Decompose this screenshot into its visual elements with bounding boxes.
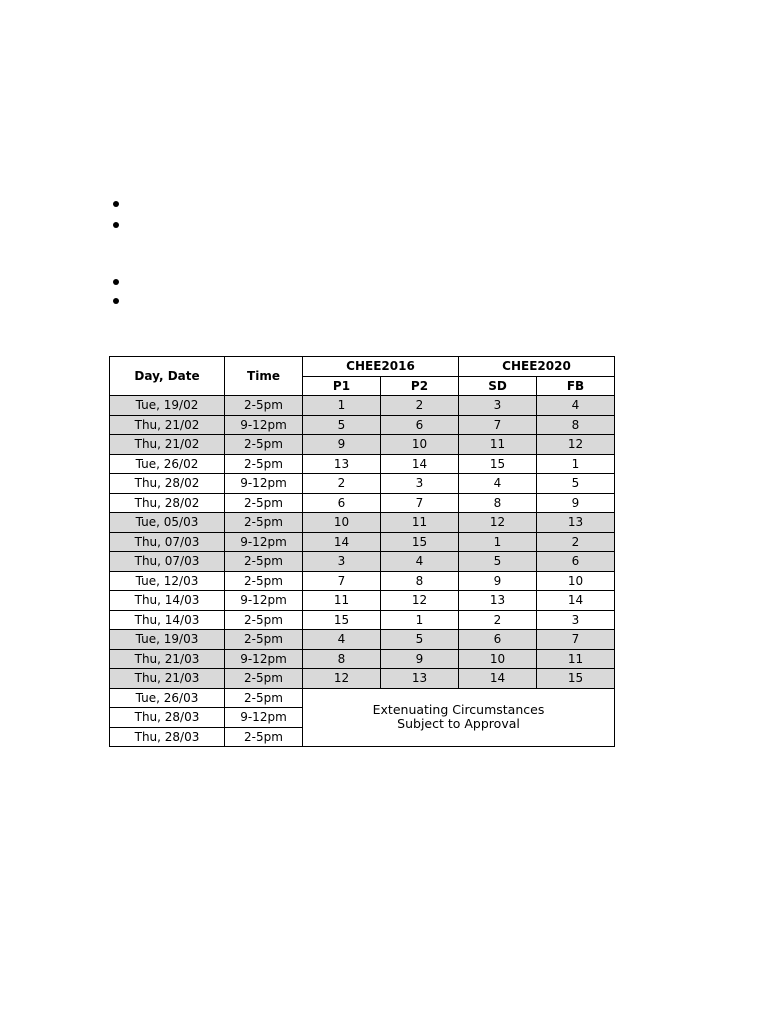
cell-time: 9-12pm — [225, 708, 303, 728]
bullet-marker — [113, 298, 119, 304]
cell-time: 2-5pm — [225, 493, 303, 513]
cell-day-date: Tue, 26/03 — [110, 688, 225, 708]
cell-p1: 2 — [303, 474, 381, 494]
cell-day-date: Thu, 07/03 — [110, 532, 225, 552]
cell-p1: 14 — [303, 532, 381, 552]
cell-time: 2-5pm — [225, 571, 303, 591]
cell-fb: 8 — [537, 415, 615, 435]
table-row — [110, 474, 615, 494]
cell-time: 2-5pm — [225, 630, 303, 650]
cell-p2: 15 — [381, 532, 459, 552]
cell-sd: 10 — [459, 649, 537, 669]
cell-time: 9-12pm — [225, 591, 303, 611]
bullet-marker — [113, 201, 119, 207]
table-row — [110, 630, 615, 650]
cell-time: 2-5pm — [225, 688, 303, 708]
cell-fb: 13 — [537, 513, 615, 533]
cell-p1: 13 — [303, 454, 381, 474]
cell-time: 9-12pm — [225, 415, 303, 435]
cell-p2: 9 — [381, 649, 459, 669]
cell-fb: 10 — [537, 571, 615, 591]
cell-time: 2-5pm — [225, 669, 303, 689]
cell-fb: 14 — [537, 591, 615, 611]
table-row — [110, 532, 615, 552]
cell-sd: 11 — [459, 435, 537, 455]
cell-p2: 14 — [381, 454, 459, 474]
cell-fb: 9 — [537, 493, 615, 513]
cell-p1: 15 — [303, 610, 381, 630]
cell-time: 2-5pm — [225, 513, 303, 533]
cell-p2: 7 — [381, 493, 459, 513]
cell-sd: 13 — [459, 591, 537, 611]
cell-p1: 7 — [303, 571, 381, 591]
table-row — [110, 493, 615, 513]
cell-p2: 8 — [381, 571, 459, 591]
schedule-table — [109, 356, 615, 747]
table-row — [110, 415, 615, 435]
cell-p1: 5 — [303, 415, 381, 435]
table-row — [110, 571, 615, 591]
cell-p2: 3 — [381, 474, 459, 494]
table-row — [110, 552, 615, 572]
cell-day-date: Tue, 19/03 — [110, 630, 225, 650]
header-sd: SD — [459, 376, 537, 396]
cell-sd: 9 — [459, 571, 537, 591]
cell-p1: 3 — [303, 552, 381, 572]
cell-p1: 4 — [303, 630, 381, 650]
cell-sd: 15 — [459, 454, 537, 474]
cell-day-date: Tue, 19/02 — [110, 396, 225, 416]
cell-sd: 7 — [459, 415, 537, 435]
cell-fb: 11 — [537, 649, 615, 669]
table-row — [110, 669, 615, 689]
cell-day-date: Tue, 05/03 — [110, 513, 225, 533]
cell-fb: 4 — [537, 396, 615, 416]
cell-sd: 6 — [459, 630, 537, 650]
cell-p2: 13 — [381, 669, 459, 689]
cell-p1: 1 — [303, 396, 381, 416]
note-line-2: Subject to Approval — [397, 716, 520, 732]
cell-sd: 12 — [459, 513, 537, 533]
cell-p1: 10 — [303, 513, 381, 533]
cell-p1: 6 — [303, 493, 381, 513]
cell-time: 2-5pm — [225, 396, 303, 416]
header-p2: P2 — [381, 376, 459, 396]
cell-p2: 12 — [381, 591, 459, 611]
cell-p2: 10 — [381, 435, 459, 455]
cell-day-date: Thu, 21/03 — [110, 649, 225, 669]
cell-day-date: Thu, 07/03 — [110, 552, 225, 572]
cell-day-date: Thu, 28/02 — [110, 493, 225, 513]
cell-p1: 11 — [303, 591, 381, 611]
table-row — [110, 649, 615, 669]
header-time: Time — [225, 357, 303, 396]
extenuating-circumstances-note — [303, 688, 615, 747]
cell-p2: 11 — [381, 513, 459, 533]
table-row — [110, 688, 615, 708]
cell-day-date: Thu, 14/03 — [110, 610, 225, 630]
cell-fb: 2 — [537, 532, 615, 552]
cell-sd: 2 — [459, 610, 537, 630]
bullet-marker — [113, 279, 119, 285]
cell-day-date: Thu, 21/02 — [110, 415, 225, 435]
cell-time: 9-12pm — [225, 649, 303, 669]
cell-sd: 5 — [459, 552, 537, 572]
cell-time: 2-5pm — [225, 435, 303, 455]
cell-p2: 5 — [381, 630, 459, 650]
cell-fb: 3 — [537, 610, 615, 630]
table-row — [110, 435, 615, 455]
bullet-marker — [113, 222, 119, 228]
cell-p2: 1 — [381, 610, 459, 630]
cell-p2: 4 — [381, 552, 459, 572]
cell-day-date: Thu, 28/02 — [110, 474, 225, 494]
cell-sd: 4 — [459, 474, 537, 494]
cell-time: 9-12pm — [225, 474, 303, 494]
cell-time: 9-12pm — [225, 532, 303, 552]
cell-day-date: Tue, 12/03 — [110, 571, 225, 591]
table-row — [110, 396, 615, 416]
table-row — [110, 591, 615, 611]
table-header-row — [110, 357, 615, 377]
cell-day-date: Thu, 28/03 — [110, 708, 225, 728]
table-body — [110, 396, 615, 747]
cell-day-date: Thu, 21/03 — [110, 669, 225, 689]
cell-p2: 2 — [381, 396, 459, 416]
header-fb: FB — [537, 376, 615, 396]
cell-sd: 1 — [459, 532, 537, 552]
header-day-date: Day, Date — [110, 357, 225, 396]
cell-day-date: Thu, 21/02 — [110, 435, 225, 455]
cell-sd: 8 — [459, 493, 537, 513]
cell-p1: 8 — [303, 649, 381, 669]
cell-fb: 6 — [537, 552, 615, 572]
cell-p1: 12 — [303, 669, 381, 689]
table-row — [110, 454, 615, 474]
header-group-chee2020: CHEE2020 — [459, 357, 615, 377]
header-p1: P1 — [303, 376, 381, 396]
cell-fb: 1 — [537, 454, 615, 474]
cell-p2: 6 — [381, 415, 459, 435]
cell-time: 2-5pm — [225, 552, 303, 572]
cell-day-date: Thu, 14/03 — [110, 591, 225, 611]
cell-p1: 9 — [303, 435, 381, 455]
table-row — [110, 610, 615, 630]
header-group-chee2016: CHEE2016 — [303, 357, 459, 377]
note-line-1: Extenuating Circumstances — [372, 702, 545, 718]
cell-fb: 7 — [537, 630, 615, 650]
cell-day-date: Tue, 26/02 — [110, 454, 225, 474]
cell-time: 2-5pm — [225, 727, 303, 747]
table-row — [110, 513, 615, 533]
cell-fb: 12 — [537, 435, 615, 455]
cell-fb: 15 — [537, 669, 615, 689]
cell-time: 2-5pm — [225, 454, 303, 474]
cell-day-date: Thu, 28/03 — [110, 727, 225, 747]
cell-sd: 14 — [459, 669, 537, 689]
cell-time: 2-5pm — [225, 610, 303, 630]
cell-sd: 3 — [459, 396, 537, 416]
cell-fb: 5 — [537, 474, 615, 494]
